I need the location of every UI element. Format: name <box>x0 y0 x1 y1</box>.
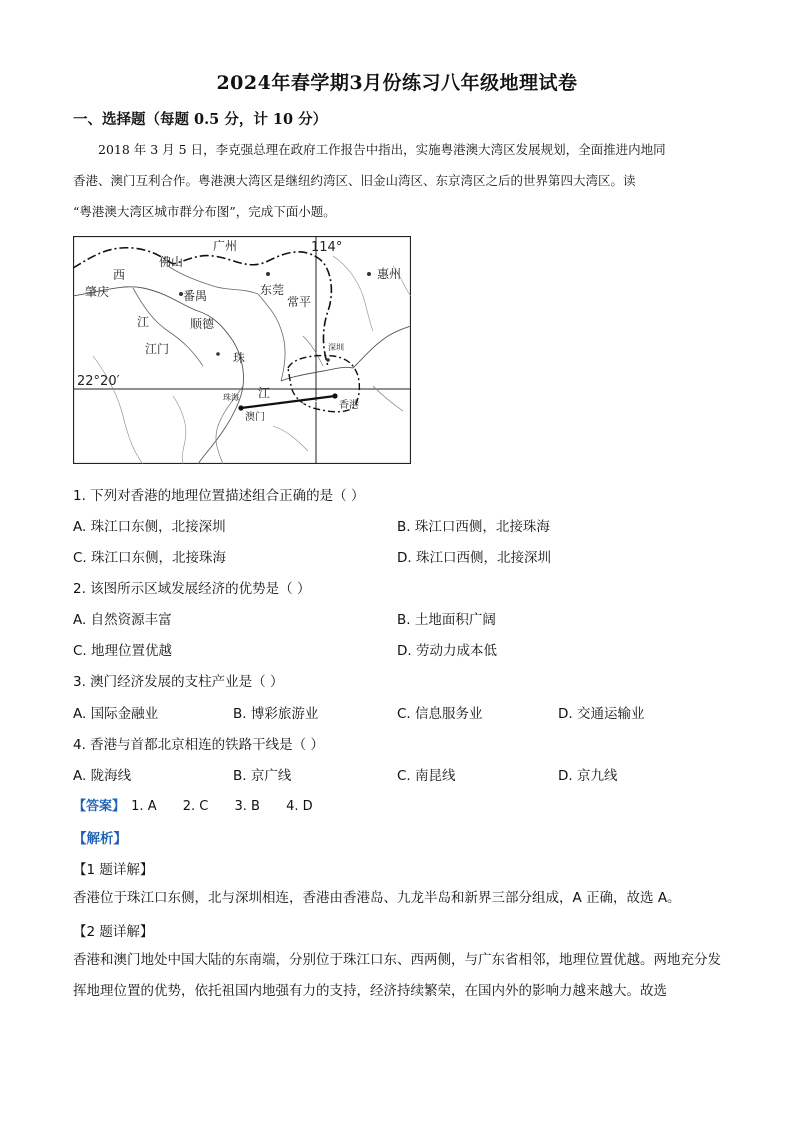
q3-option-c: C. 信息服务业 <box>397 706 483 722</box>
intro-paragraph <box>73 134 721 227</box>
label-zhu: 珠 <box>233 351 246 365</box>
label-panyu: 番禺 <box>183 289 208 303</box>
page-title: 2024年春学期3月份练习八年级地理试卷 <box>216 72 578 94</box>
label-jiang-2: 江 <box>258 386 271 400</box>
label-zhaoqing: 肇庆 <box>85 285 110 299</box>
detail-1-text: 香港位于珠江口东侧，北与深圳相连，香港由香港岛、九龙半岛和新界三部分组成，A 正确，故选 A。 <box>73 890 681 906</box>
label-changping: 常平 <box>287 295 312 309</box>
hongkong-point <box>332 393 337 398</box>
answer-1: 1. A <box>131 799 157 814</box>
detail-1-head: 【1 题详解】 <box>73 862 154 878</box>
q1-option-a: A. 珠江口东侧，北接深圳 <box>73 519 226 535</box>
question-3-stem: 3. 澳门经济发展的支柱产业是（ ） <box>73 674 284 690</box>
label-guangzhou: 广州 <box>213 239 238 253</box>
question-2-stem: 2. 该图所示区域发展经济的优势是（ ） <box>73 581 311 597</box>
label-jiang-1: 江 <box>137 315 150 329</box>
q4-option-a: A. 陇海线 <box>73 768 132 784</box>
label-shenzhen: 深圳 <box>328 343 344 352</box>
detail-2-head: 【2 题详解】 <box>73 924 154 940</box>
q3-option-d: D. 交通运输业 <box>558 706 645 722</box>
bay-area-map <box>73 236 411 464</box>
q2-option-a: A. 自然资源丰富 <box>73 612 172 628</box>
answer-3: 3. B <box>234 799 260 814</box>
macau-point <box>238 405 243 410</box>
q3-option-b: B. 博彩旅游业 <box>233 706 319 722</box>
detail-2-text: 香港和澳门地处中国大陆的东南端，分别位于珠江口东、西两侧，与广东省相邻，地理位置优越。两地充分发挥地理位置的优势，依托祖国内地强有力的支持，经济持续繁荣，在国内外的影响力越来越大。故选 <box>73 952 721 999</box>
q4-option-b: B. 京广线 <box>233 768 292 784</box>
label-shunde: 顺德 <box>190 317 215 331</box>
intro-line: 2018 年 3 月 5 日，李克强总理在政府工作报告中指出，实施粤港澳大湾区发展规划，全面推进内地同 <box>98 142 666 157</box>
label-huizhou: 惠州 <box>377 267 402 281</box>
q4-option-d: D. 京九线 <box>558 768 618 784</box>
q4-option-c: C. 南昆线 <box>397 768 456 784</box>
label-macau: 澳门 <box>245 412 265 423</box>
question-4-stem: 4. 香港与首都北京相连的铁路干线是（ ） <box>73 737 324 753</box>
analysis-tag: 【解析】 <box>73 831 127 847</box>
section-heading: 一、选择题（每题 0.5 分，计 10 分） <box>73 111 328 128</box>
label-foshan: 佛山 <box>159 255 184 269</box>
intro-line: 香港、澳门互利合作。粤港澳大湾区是继纽约湾区、旧金山湾区、东京湾区之后的世界第四大湾区。读 <box>73 173 636 188</box>
q1-option-b: B. 珠江口西侧，北接珠海 <box>397 519 550 535</box>
q1-option-c: C. 珠江口东侧，北接珠海 <box>73 550 227 566</box>
label-hongkong: 香港 <box>339 400 359 411</box>
label-latitude: 22°20′ <box>77 374 120 389</box>
label-zhuhai: 珠海 <box>223 393 239 402</box>
label-xi: 西 <box>113 268 126 282</box>
intro-line: “粤港澳大湾区城市群分布图”，完成下面小题。 <box>73 204 336 219</box>
answer-2: 2. C <box>182 799 209 814</box>
answer-4: 4. D <box>286 799 313 814</box>
answer-line <box>73 795 313 814</box>
q2-option-b: B. 土地面积广阔 <box>397 612 496 628</box>
label-longitude: 114° <box>311 240 343 255</box>
q1-option-d: D. 珠江口西侧，北接深圳 <box>397 550 551 566</box>
answer-tag: 【答案】 <box>73 799 126 814</box>
q3-option-a: A. 国际金融业 <box>73 706 159 722</box>
label-jiangmen: 江门 <box>145 342 170 356</box>
label-dongguan: 东莞 <box>260 283 285 297</box>
q2-option-d: D. 劳动力成本低 <box>397 643 497 659</box>
question-1-stem: 1. 下列对香港的地理位置描述组合正确的是（ ） <box>73 488 365 504</box>
q2-option-c: C. 地理位置优越 <box>73 643 173 659</box>
